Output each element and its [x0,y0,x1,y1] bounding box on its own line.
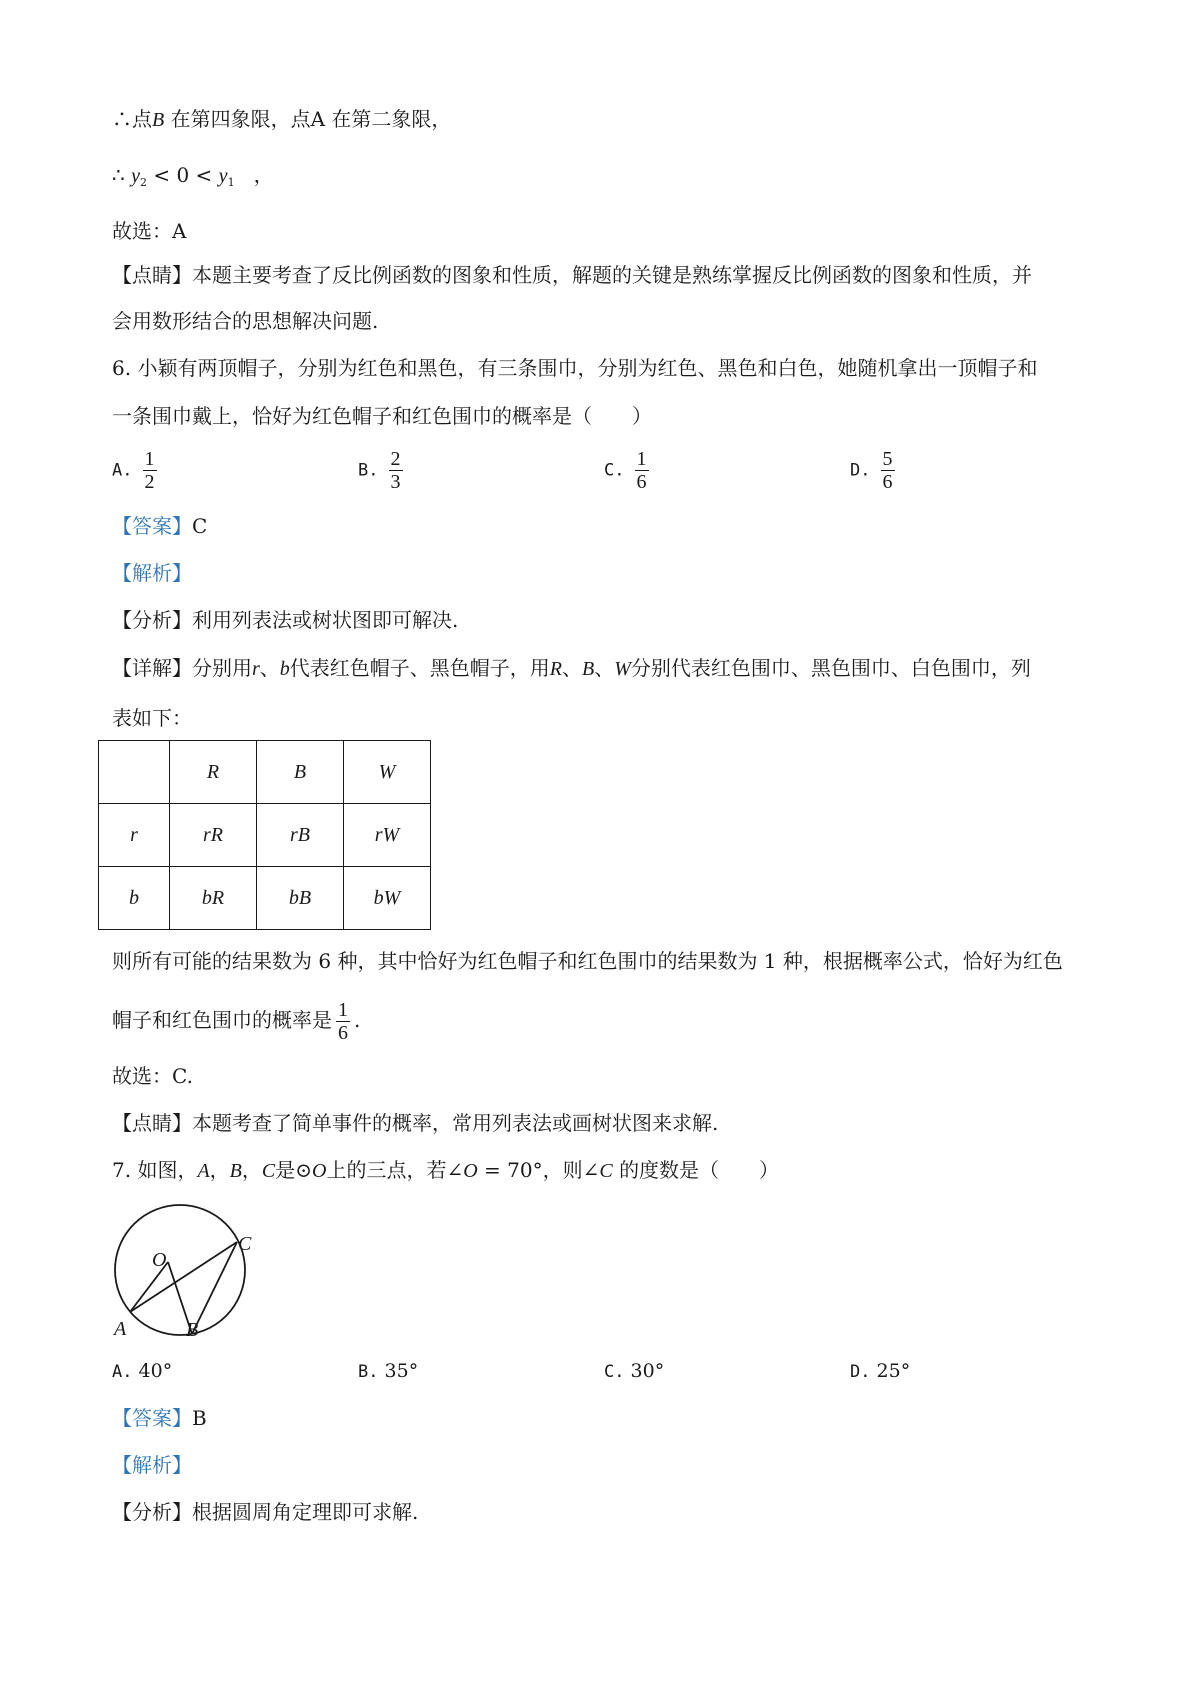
dianjing-line-2: 会用数形结合的思想解决问题. [112,309,379,333]
q7-option-b: B. 35° [358,1360,419,1382]
table-cell: bB [257,867,344,930]
q6-stem-line-2: 一条围巾戴上，恰好为红色帽子和红色围巾的概率是（ ） [112,404,652,428]
q6-fenxi: 【分析】利用列表法或树状图即可解决. [112,608,459,632]
q6-result-line-2: 帽子和红色围巾的概率是 $\frac{1}{6}$ . [112,999,361,1044]
label-a: A [114,1318,127,1340]
q7-option-a: A. 40° [112,1360,173,1382]
label-o: O [152,1249,167,1271]
therefore-line-2: ∴ $y_2 < 0 < y_1$ ， [112,163,274,189]
table-cell: R [170,741,257,804]
label-b: B [186,1319,199,1341]
q7-option-c: C. 30° [604,1360,665,1382]
q6-dianjing: 【点睛】本题考查了简单事件的概率，常用列表法或画树状图来求解. [112,1111,719,1135]
q6-option-d: D. $\frac{5}{6}$ [850,448,893,493]
segment-ac [130,1242,237,1312]
table-cell: b [99,867,170,930]
q6-result-line-1: 则所有可能的结果数为 6 种，其中恰好为红色帽子和红色围巾的结果数为 1 种，根据概率公式，恰好为红色 [112,949,1063,973]
table-row [99,804,431,867]
circle-figure [100,1200,270,1345]
table-cell: rR [170,804,257,867]
outcome-table [98,740,431,930]
fraction: $\frac{2}{3}$ [390,448,401,493]
table-cell: bW [344,867,431,930]
q6-answer: 【答案】C [112,514,208,538]
label-c: C [238,1233,252,1255]
table-cell: bR [170,867,257,930]
fraction: $\frac{1}{2}$ [144,448,155,493]
q7-answer: 【答案】B [112,1406,207,1430]
q6-option-c: C. $\frac{1}{6}$ [604,448,647,493]
circle-o [115,1205,245,1335]
q7-analysis-tag: 【解析】 [112,1453,192,1477]
table-cell [99,741,170,804]
table-row [99,741,431,804]
q7-fenxi: 【分析】根据圆周角定理即可求解. [112,1500,419,1524]
q6-option-b: B. $\frac{2}{3}$ [358,448,401,493]
table-cell: rB [257,804,344,867]
q6-option-a: A. $\frac{1}{2}$ [112,448,155,493]
dianjing-line-1: 【点睛】本题主要考查了反比例函数的图象和性质，解题的关键是熟练掌握反比例函数的图象和性质，并 [112,263,1032,287]
fraction: $\frac{1}{6}$ [636,448,647,493]
table-cell: rW [344,804,431,867]
q6-analysis-tag: 【解析】 [112,561,192,585]
q7-option-d: D. 25° [850,1360,911,1382]
q6-choose: 故选：C. [112,1064,193,1088]
fraction: $\frac{5}{6}$ [882,448,893,493]
therefore-line-1: ∴点B 在第四象限，点A 在第二象限， [112,107,452,131]
table-row [99,867,431,930]
fraction: $\frac{1}{6}$ [338,999,348,1044]
table-cell: B [257,741,344,804]
q6-stem-line-1: 6. 小颖有两顶帽子，分别为红色和黑色，有三条围巾，分别为红色、黑色和白色，她随机拿出一顶帽子和 [112,356,1038,380]
q6-detail-line-1: 【详解】分别用r、b代表红色帽子、黑色帽子，用R、B、W分别代表红色围巾、黑色围巾、白色围巾，列 [112,656,1031,680]
table-cell: r [99,804,170,867]
table-cell: W [344,741,431,804]
choose-line: 故选：A [112,219,187,243]
q6-detail-line-2: 表如下： [112,706,192,730]
q7-stem: 7. 如图，A，B，C是⊙O上的三点，若∠O = 70°，则∠C 的度数是（ ） [112,1158,780,1182]
